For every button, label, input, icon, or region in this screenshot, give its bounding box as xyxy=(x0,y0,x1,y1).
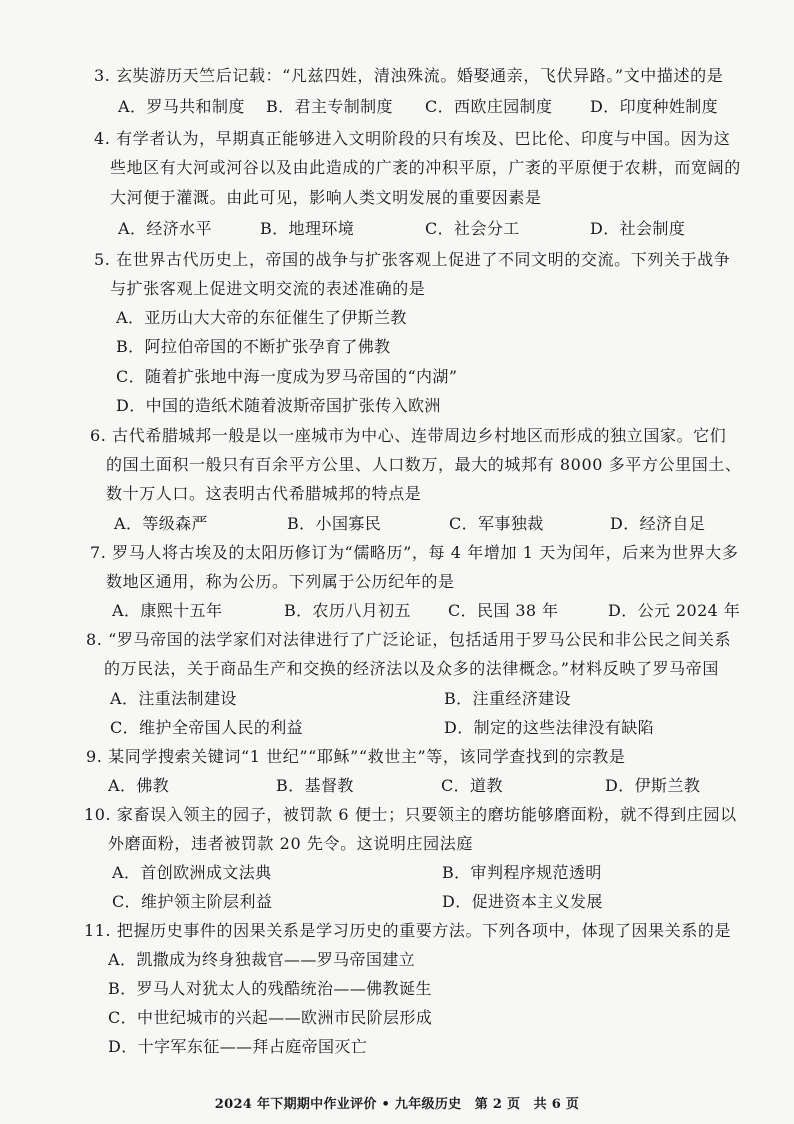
question-9-option-c: C．道教 xyxy=(441,776,503,795)
question-4-stem-line-1: 4. 有学者认为，早期真正能够进入文明阶段的只有埃及、巴比伦、印度与中国。因为这 xyxy=(94,129,731,148)
page-footer: 2024 年下期期中作业评价 • 九年级历史 第 2 页 共 6 页 xyxy=(214,1097,580,1112)
question-4-stem-line-2: 些地区有大河或河谷以及由此造成的广袤的冲积平原，广袤的平原便于农耕，而宽阔的 xyxy=(110,158,741,177)
question-11-stem: 11. 把握历史事件的因果关系是学习历史的重要方法。下列各项中，体现了因果关系的是 xyxy=(84,921,732,940)
question-7-option-d: D．公元 2024 年 xyxy=(608,601,741,620)
question-5-option-c: C．随着扩张地中海一度成为罗马帝国的“内湖” xyxy=(116,367,458,386)
question-3-option-b: B．君主专制制度 xyxy=(266,97,393,116)
question-3-stem: 3. 玄奘游历天竺后记载：“凡兹四姓，清浊殊流。婚娶通亲，飞伏异路。”文中描述的是 xyxy=(94,66,724,85)
question-7-stem-line-2: 数地区通用，称为公历。下列属于公历纪年的是 xyxy=(106,572,455,591)
question-4-stem-line-3: 大河便于灌溉。由此可见，影响人类文明发展的重要因素是 xyxy=(110,188,542,207)
question-4-option-b: B．地理环境 xyxy=(260,219,355,238)
question-8-option-c: C．维护全帝国人民的利益 xyxy=(110,718,304,737)
question-4-option-a: A．经济水平 xyxy=(118,219,212,238)
question-8-option-d: D．制定的这些法律没有缺陷 xyxy=(444,718,655,737)
question-4-option-c: C．社会分工 xyxy=(425,219,520,238)
question-10-stem-line-1: 10. 家畜误入领主的园子，被罚款 6 便士；只要领主的磨坊能够磨面粉，就不得到庄园以 xyxy=(84,805,737,824)
question-6-option-a: A．等级森严 xyxy=(114,514,208,533)
question-11-option-a: A．凯撒成为终身独裁官——罗马帝国建立 xyxy=(108,950,416,969)
question-3-option-a: A．罗马共和制度 xyxy=(118,97,245,116)
question-9-option-d: D．伊斯兰教 xyxy=(605,776,701,795)
question-11-option-c: C．中世纪城市的兴起——欧洲市民阶层形成 xyxy=(108,1008,433,1027)
question-6-stem-line-1: 6. 古代希腊城邦一般是以一座城市为中心、连带周边乡村地区而形成的独立国家。它们 xyxy=(90,426,727,445)
question-5-option-b: B．阿拉伯帝国的不断扩张孕育了佛教 xyxy=(116,337,391,356)
question-8-stem-line-2: 的万民法，关于商品生产和交换的经济法以及众多的法律概念。”材料反映了罗马帝国 xyxy=(104,659,719,678)
question-6-option-c: C．军事独裁 xyxy=(449,514,544,533)
question-6-option-b: B．小国寡民 xyxy=(287,514,382,533)
question-9-option-a: A．佛教 xyxy=(108,776,170,795)
question-8-option-a: A．注重法制建设 xyxy=(110,689,237,708)
question-8-option-b: B．注重经济建设 xyxy=(444,689,571,708)
question-8-stem-line-1: 8. “罗马帝国的法学家们对法律进行了广泛论证，包括适用于罗马公民和非公民之间关系 xyxy=(86,630,732,649)
question-10-option-a: A．首创欧洲成文法典 xyxy=(112,863,272,882)
question-10-option-c: C．维护领主阶层利益 xyxy=(112,892,273,911)
question-6-option-d: D．经济自足 xyxy=(610,514,706,533)
question-5-option-a: A．亚历山大大帝的东征催生了伊斯兰教 xyxy=(116,308,407,327)
question-6-stem-line-3: 数十万人口。这表明古代希腊城邦的特点是 xyxy=(106,484,422,503)
question-4-option-d: D．社会制度 xyxy=(590,219,686,238)
question-3-option-c: C．西欧庄园制度 xyxy=(425,97,553,116)
question-10-stem-line-2: 外磨面粉，违者被罚款 20 先令。这说明庄园法庭 xyxy=(108,834,473,853)
question-5-stem-line-1: 5. 在世界古代历史上，帝国的战争与扩张客观上促进了不同文明的交流。下列关于战争 xyxy=(94,250,731,269)
question-7-option-c: C．民国 38 年 xyxy=(448,601,559,620)
question-10-option-b: B．审判程序规范透明 xyxy=(442,863,602,882)
question-11-option-d: D．十字军东征——拜占庭帝国灭亡 xyxy=(108,1037,368,1056)
question-11-option-b: B．罗马人对犹太人的残酷统治——佛教诞生 xyxy=(108,979,432,998)
question-3-option-d: D．印度种姓制度 xyxy=(590,97,719,116)
question-7-option-a: A．康熙十五年 xyxy=(112,601,223,620)
question-7-option-b: B．农历八月初五 xyxy=(284,601,411,620)
question-9-stem: 9. 某同学搜索关键词“1 世纪”“耶稣”“救世主”等，该同学查找到的宗教是 xyxy=(86,747,626,766)
question-5-option-d: D．中国的造纸术随着波斯帝国扩张传入欧洲 xyxy=(116,396,441,415)
question-5-stem-line-2: 与扩张客观上促进文明交流的表述准确的是 xyxy=(110,279,426,298)
question-6-stem-line-2: 的国土面积一般只有百余平方公里、人口数万，最大的城邦有 8000 多平方公里国土、 xyxy=(106,455,742,474)
question-10-option-d: D．促进资本主义发展 xyxy=(442,892,603,911)
question-9-option-b: B．基督教 xyxy=(276,776,354,795)
question-7-stem-line-1: 7. 罗马人将古埃及的太阳历修订为“儒略历”，每 4 年增加 1 天为闰年，后来为世界大多 xyxy=(90,543,739,562)
